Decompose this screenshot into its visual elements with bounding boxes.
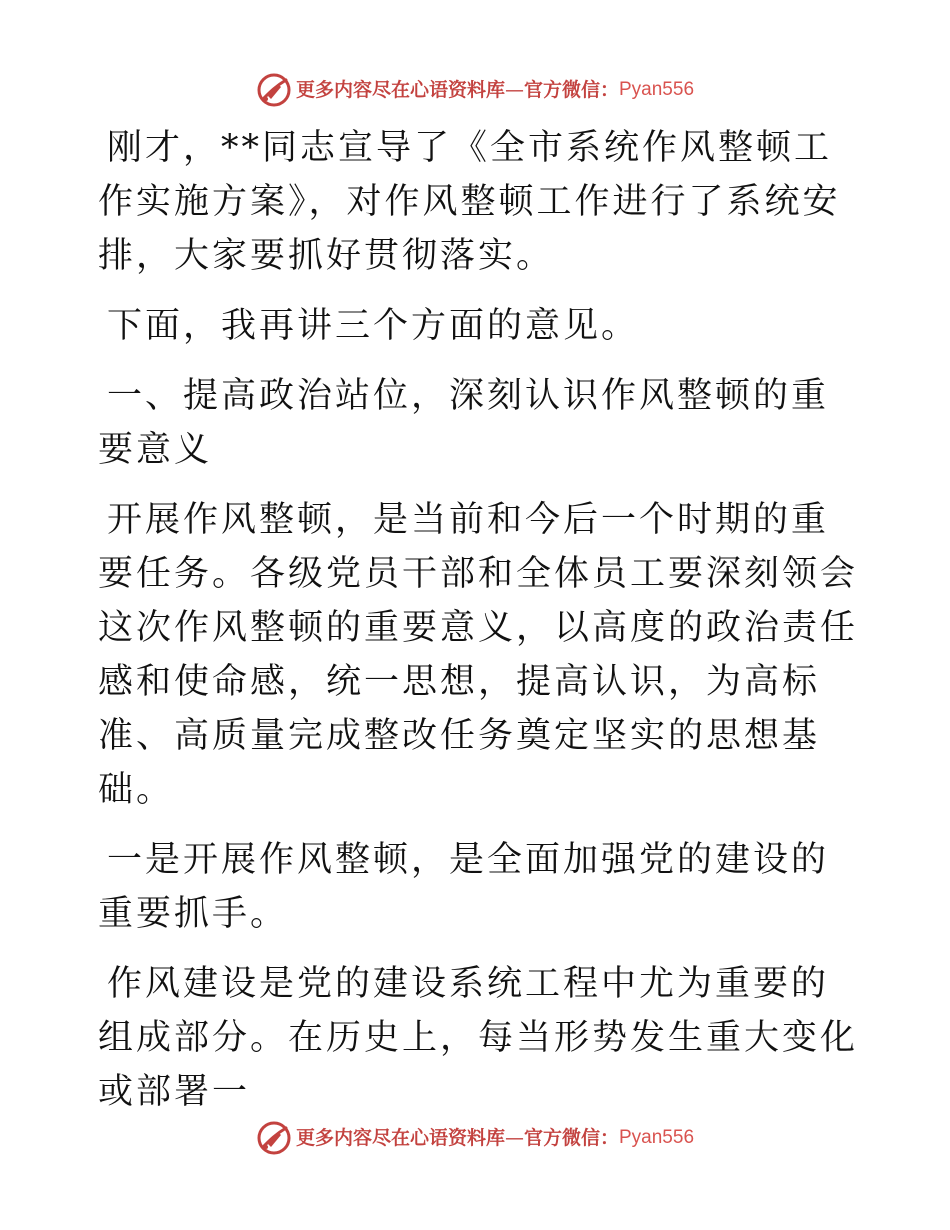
footer-watermark: [0, 1118, 950, 1158]
watermark-official-label: 官方微信：: [523, 1127, 619, 1149]
paragraph-intro: 刚才，**同志宣导了《全市系统作风整顿工作实施方案》，对作风整顿工作进行了系统安排，大家要抓好贯彻落实。: [98, 128, 841, 276]
document-body: [98, 121, 858, 1119]
watermark-wechat-id: Pyan556: [619, 1127, 695, 1148]
pen-ribbon-logo-icon: [256, 1120, 292, 1156]
watermark-official-label: 官方微信：: [523, 79, 619, 101]
watermark-brand: 更多内容尽在心语资料库: [295, 79, 505, 101]
pen-ribbon-logo-icon: [256, 72, 292, 108]
header-watermark: [0, 70, 950, 110]
watermark-wechat-id: Pyan556: [619, 79, 695, 100]
section-heading-one: 一、提高政治站位，深刻认识作风整顿的重要意义: [98, 376, 830, 470]
paragraph-point-one-body: 作风建设是党的建设系统工程中尤为重要的组成部分。在历史上，每当形势发生重大变化或部署一: [98, 964, 859, 1112]
watermark-brand: 更多内容尽在心语资料库: [295, 1127, 505, 1149]
watermark-dash: —: [504, 79, 524, 101]
paragraph-transition: 下面，我再讲三个方面的意见。: [107, 306, 640, 346]
watermark-dash: —: [504, 1127, 524, 1149]
paragraph-section-one-body: 开展作风整顿，是当前和今后一个时期的重要任务。各级党员干部和全体员工要深刻领会这次作风整顿的重要意义，以高度的政治责任感和使命感，统一思想，提高认识，为高标准、高质量完成整改任务奠定坚实的思想基础。: [98, 500, 859, 810]
subheading-point-one: 一是开展作风整顿，是全面加强党的建设的重要抓手。: [98, 840, 830, 934]
